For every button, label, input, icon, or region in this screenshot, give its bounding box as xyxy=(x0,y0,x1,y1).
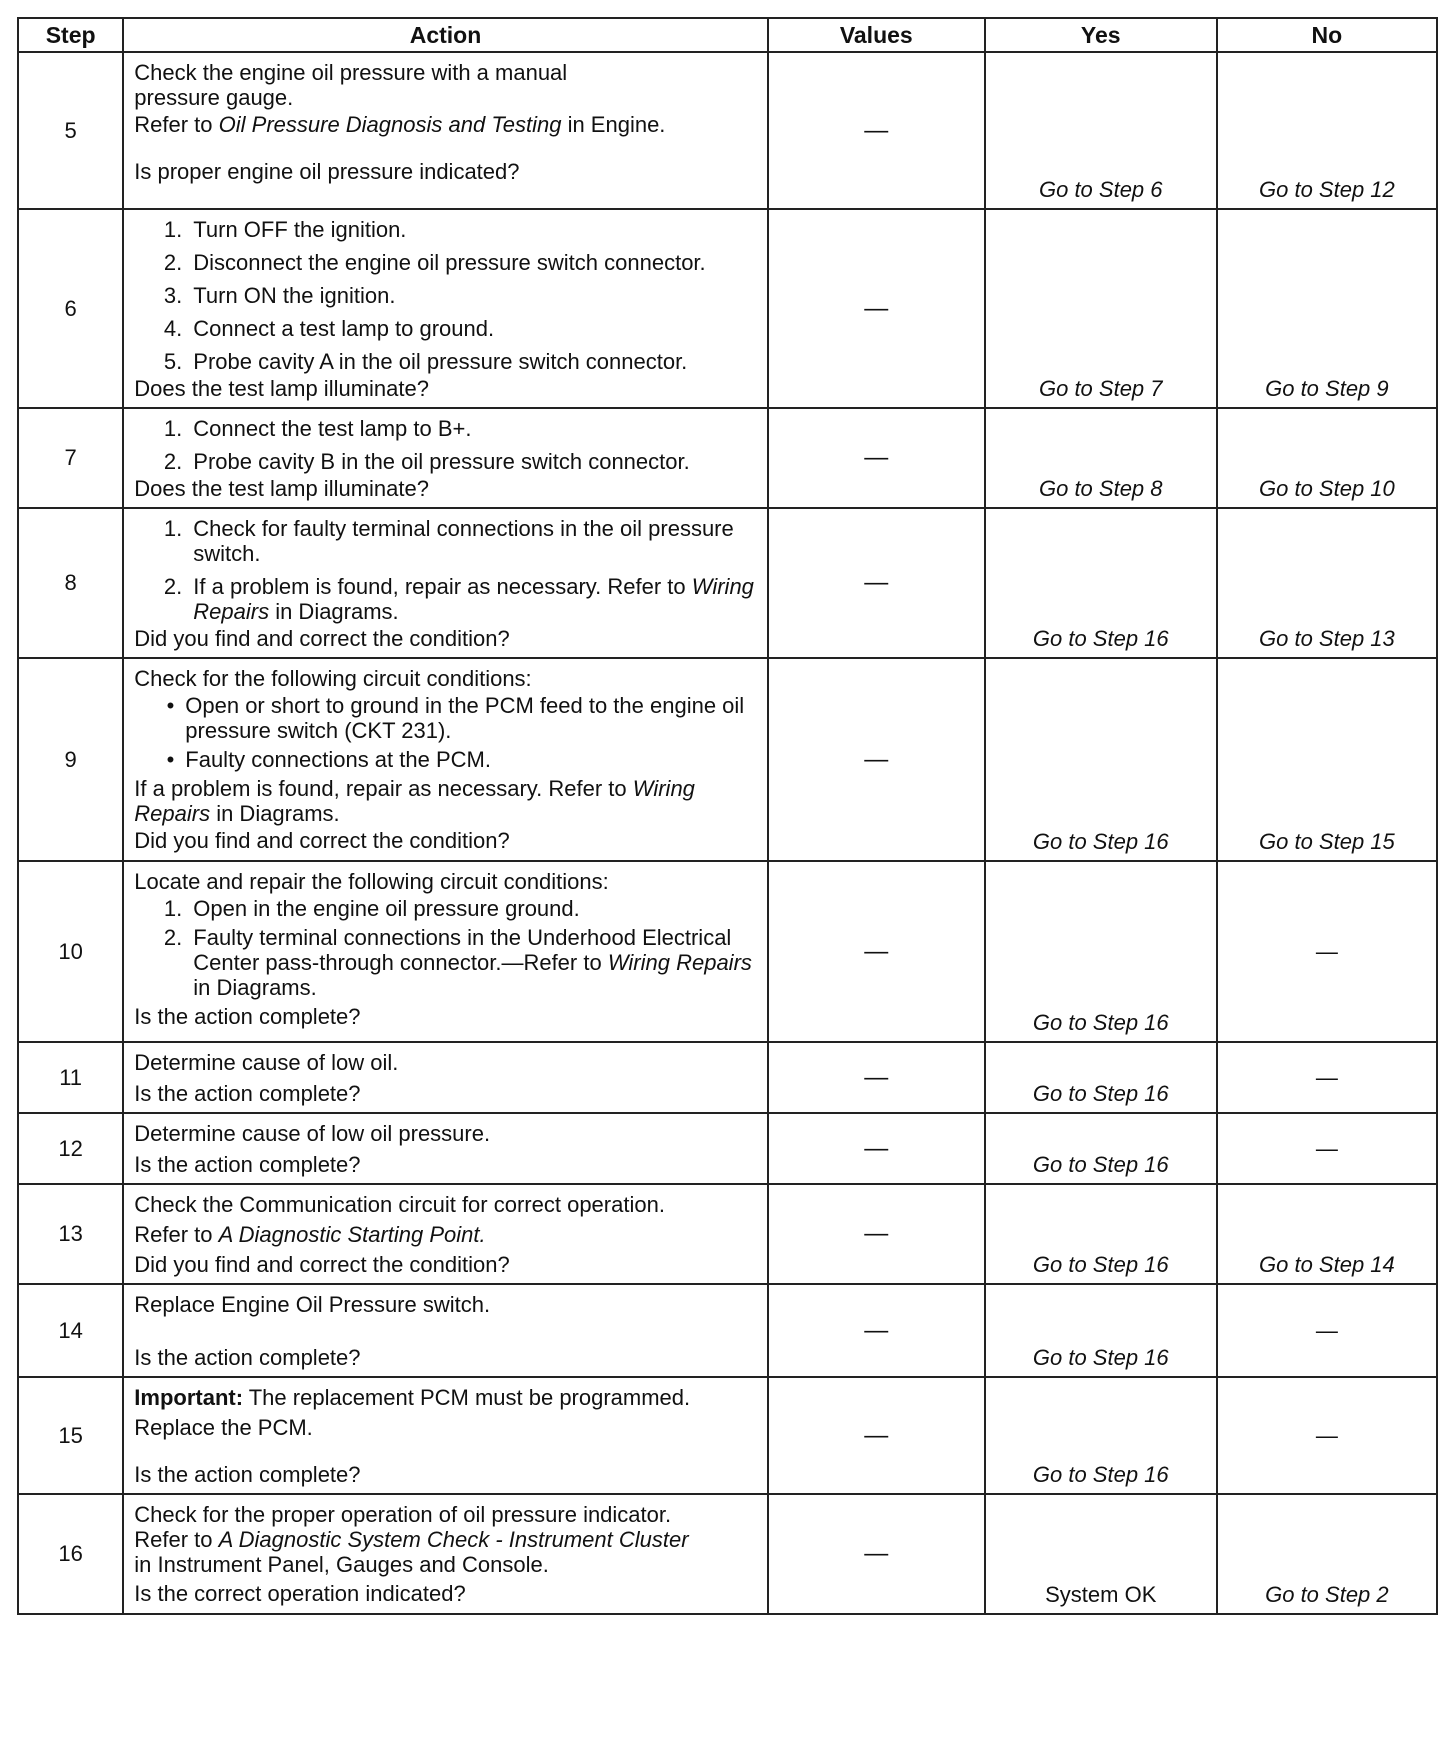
table-row-step-9 xyxy=(18,658,1437,861)
list-item: 1. Check for faulty terminal connections in the oil pressure switch. xyxy=(163,516,734,566)
table-row-step-16 xyxy=(18,1494,1437,1614)
action-text: Replace the PCM. xyxy=(134,1415,313,1440)
no-cell: Go to Step 2 xyxy=(1217,1494,1437,1614)
action-cell xyxy=(123,408,768,508)
yes-cell: Go to Step 16 xyxy=(985,658,1217,861)
yes-cell: Go to Step 16 xyxy=(985,861,1217,1042)
no-cell: — xyxy=(1217,861,1437,1042)
action-reference: Refer to A Diagnostic Starting Point. xyxy=(134,1222,486,1247)
values-cell: — xyxy=(768,1377,985,1494)
action-text: Replace Engine Oil Pressure switch. xyxy=(134,1292,491,1317)
list-item: 1. Turn OFF the ignition. xyxy=(163,217,407,242)
action-text: Check the Communication circuit for correct operation. xyxy=(134,1192,665,1217)
table-row-step-14 xyxy=(18,1284,1437,1377)
action-cell xyxy=(123,508,768,658)
values-cell: — xyxy=(768,209,985,408)
yes-cell: Go to Step 16 xyxy=(985,1042,1217,1113)
values-cell: — xyxy=(768,861,985,1042)
list-item: 5. Probe cavity A in the oil pressure switch connector. xyxy=(163,349,688,374)
no-cell: — xyxy=(1217,1284,1437,1377)
list-item: 2. Disconnect the engine oil pressure switch connector. xyxy=(163,250,706,275)
table-row-step-5 xyxy=(18,52,1437,209)
step-number: 11 xyxy=(18,1042,123,1113)
yes-cell: System OK xyxy=(985,1494,1217,1614)
step-number: 15 xyxy=(18,1377,123,1494)
step-number: 8 xyxy=(18,508,123,658)
step-number: 14 xyxy=(18,1284,123,1377)
yes-cell: Go to Step 16 xyxy=(985,1377,1217,1494)
action-cell xyxy=(123,1494,768,1614)
action-cell xyxy=(123,209,768,408)
no-cell: Go to Step 9 xyxy=(1217,209,1437,408)
action-cell xyxy=(123,1113,768,1184)
header-step: Step xyxy=(18,18,123,52)
no-cell: — xyxy=(1217,1377,1437,1494)
table-row-step-15 xyxy=(18,1377,1437,1494)
values-cell: — xyxy=(768,408,985,508)
diagnostic-table xyxy=(17,17,1438,1615)
header-action: Action xyxy=(123,18,768,52)
action-question: Is the correct operation indicated? xyxy=(134,1581,466,1606)
step-number: 5 xyxy=(18,52,123,209)
action-question: Did you find and correct the condition? xyxy=(134,828,510,853)
no-cell: — xyxy=(1217,1113,1437,1184)
values-cell: — xyxy=(768,1284,985,1377)
step-number: 10 xyxy=(18,861,123,1042)
values-cell: — xyxy=(768,1494,985,1614)
table-row-step-7 xyxy=(18,408,1437,508)
action-question: Did you find and correct the condition? xyxy=(134,626,510,651)
table-row-step-8 xyxy=(18,508,1437,658)
action-cell xyxy=(123,1284,768,1377)
diagnostic-page xyxy=(17,17,1438,1615)
action-cell xyxy=(123,658,768,861)
action-question: Is the action complete? xyxy=(134,1462,361,1487)
no-cell: Go to Step 10 xyxy=(1217,408,1437,508)
action-text: Check for the following circuit conditions: xyxy=(134,666,532,691)
table-row-step-12 xyxy=(18,1113,1437,1184)
yes-cell: Go to Step 6 xyxy=(985,52,1217,209)
step-number: 9 xyxy=(18,658,123,861)
table-row-step-6 xyxy=(18,209,1437,408)
yes-cell: Go to Step 16 xyxy=(985,1113,1217,1184)
action-cell xyxy=(123,861,768,1042)
values-cell: — xyxy=(768,1042,985,1113)
no-cell: — xyxy=(1217,1042,1437,1113)
values-cell: — xyxy=(768,658,985,861)
header-no: No xyxy=(1217,18,1437,52)
action-cell xyxy=(123,1377,768,1494)
action-question: Does the test lamp illuminate? xyxy=(134,376,429,401)
step-number: 16 xyxy=(18,1494,123,1614)
action-question: Is the action complete? xyxy=(134,1081,361,1106)
action-question: Does the test lamp illuminate? xyxy=(134,476,429,501)
action-text: Determine cause of low oil. xyxy=(134,1050,399,1075)
yes-cell: Go to Step 16 xyxy=(985,508,1217,658)
step-number: 7 xyxy=(18,408,123,508)
table-row-step-11 xyxy=(18,1042,1437,1113)
yes-cell: Go to Step 8 xyxy=(985,408,1217,508)
no-cell: Go to Step 14 xyxy=(1217,1184,1437,1284)
table-row-step-10 xyxy=(18,861,1437,1042)
action-cell xyxy=(123,1184,768,1284)
header-row xyxy=(18,18,1437,52)
list-item: 3. Turn ON the ignition. xyxy=(163,283,396,308)
list-item: 1. Connect the test lamp to B+. xyxy=(163,416,472,441)
values-cell: — xyxy=(768,1113,985,1184)
list-item: 2. Probe cavity B in the oil pressure switch connector. xyxy=(163,449,690,474)
action-reference: If a problem is found, repair as necessary. Refer to Wiring Repairs in Diagrams. xyxy=(134,776,695,826)
action-question: Is the action complete? xyxy=(134,1004,361,1029)
table-row-step-13 xyxy=(18,1184,1437,1284)
action-text: Check for the proper operation of oil pressure indicator. Refer to A Diagnostic System Check - Instrument Cluster in Instrument Panel, Gauges and Console. xyxy=(134,1502,689,1577)
values-cell: — xyxy=(768,1184,985,1284)
values-cell: — xyxy=(768,52,985,209)
no-cell: Go to Step 12 xyxy=(1217,52,1437,209)
action-question: Is proper engine oil pressure indicated? xyxy=(134,159,520,184)
header-values: Values xyxy=(768,18,985,52)
header-yes: Yes xyxy=(985,18,1217,52)
list-item: • Faulty connections at the PCM. xyxy=(166,747,491,772)
step-number: 12 xyxy=(18,1113,123,1184)
yes-cell: Go to Step 16 xyxy=(985,1184,1217,1284)
values-cell: — xyxy=(768,508,985,658)
step-number: 6 xyxy=(18,209,123,408)
action-reference: Refer to Oil Pressure Diagnosis and Testing in Engine. xyxy=(134,112,666,137)
action-question: Did you find and correct the condition? xyxy=(134,1252,510,1277)
no-cell: Go to Step 15 xyxy=(1217,658,1437,861)
action-cell xyxy=(123,52,768,209)
no-cell: Go to Step 13 xyxy=(1217,508,1437,658)
list-item: 1. Open in the engine oil pressure ground. xyxy=(163,896,580,921)
list-item: 4. Connect a test lamp to ground. xyxy=(163,316,495,341)
action-text: Determine cause of low oil pressure. xyxy=(134,1121,491,1146)
action-cell xyxy=(123,1042,768,1113)
step-number: 13 xyxy=(18,1184,123,1284)
action-question: Is the action complete? xyxy=(134,1152,361,1177)
action-question: Is the action complete? xyxy=(134,1345,361,1370)
important-note: Important: The replacement PCM must be programmed. xyxy=(134,1385,691,1410)
yes-cell: Go to Step 16 xyxy=(985,1284,1217,1377)
action-text: Check the engine oil pressure with a manual pressure gauge. xyxy=(134,60,568,110)
list-item: • Open or short to ground in the PCM feed to the engine oil pressure switch (CKT 231). xyxy=(166,693,745,743)
yes-cell: Go to Step 7 xyxy=(985,209,1217,408)
list-item: 2. If a problem is found, repair as necessary. Refer to Wiring Repairs in Diagrams. xyxy=(163,574,754,624)
list-item: 2. Faulty terminal connections in the Underhood Electrical Center pass-through connector.—Refer to Wiring Repairs in Diagrams. xyxy=(163,925,752,1000)
action-text: Locate and repair the following circuit conditions: xyxy=(134,869,609,894)
